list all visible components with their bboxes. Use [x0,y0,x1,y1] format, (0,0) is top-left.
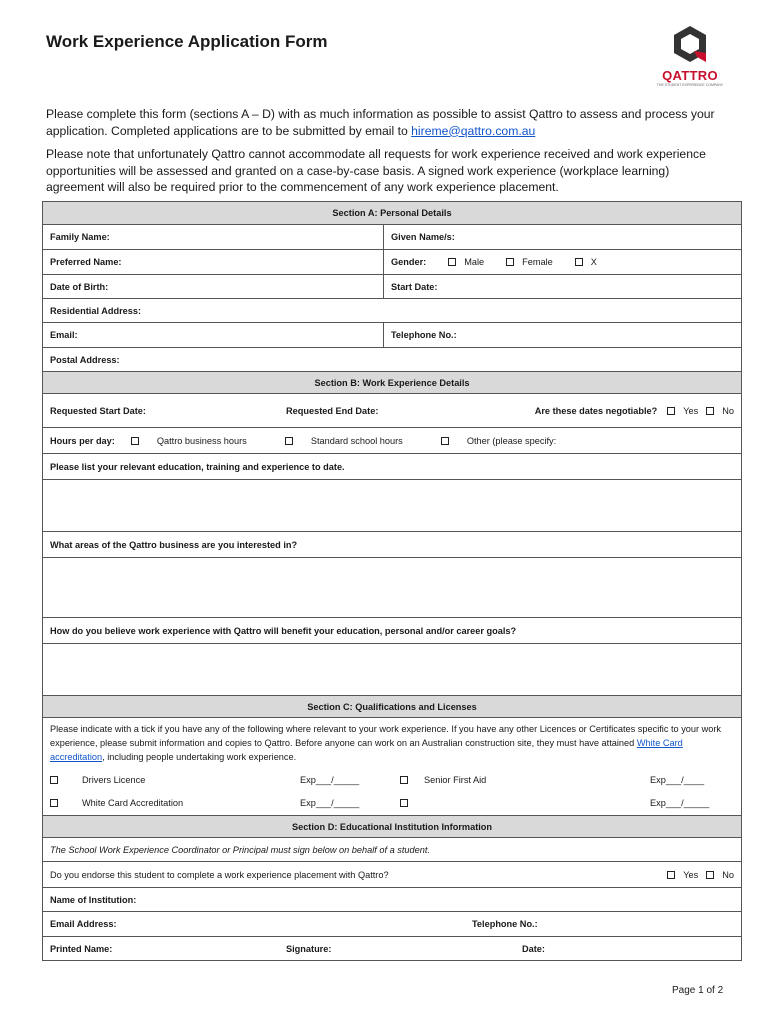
logo-text: QATTRO [662,68,718,83]
first-aid-checkbox[interactable] [400,776,408,784]
areas-question: What areas of the Qattro business are you interested in? [50,539,298,550]
printed-name-field[interactable]: Printed Name: [50,943,113,954]
intro-paragraph-2: Please note that unfortunately Qattro cannot accommodate all requests for work experience received and work experience opportunities will be assessed and granted on a case-by-case basis. A signed work experience (workplace learning) agreement will also be required prior to the commencement of any work experience placement. [46,147,706,195]
section-d-header: Section D: Educational Institution Information [43,816,741,837]
hours-other-label: Other (please specify: [466,435,557,446]
negotiable-no-label: No [722,405,734,416]
drivers-licence-checkbox[interactable] [50,776,58,784]
residential-address-field[interactable]: Residential Address: [50,305,142,316]
instructions-text-1: Please indicate with a tick if you have any of the following where relevant to your work experience. If you have any other Licences or Certificates specific to your work experience, please submit information and copies to Qattro. Before anyone can work on an Australian construction site, they must have attained [50,724,722,748]
date-field[interactable]: Date: [522,943,545,954]
intro-text-1: Please complete this form (sections A – D) with as much information as possible to assist Qattro to assess and process your application. Completed applications are to be submitted by email to [46,107,715,138]
logo-tagline: THE STUDENT EXPERIENCE COMPANY [656,83,724,87]
negotiable-yes-label: Yes [683,405,699,416]
institution-name-field[interactable]: Name of Institution: [50,894,137,905]
first-aid-item [393,768,643,791]
drivers-licence-label: Drivers Licence [82,774,146,785]
endorse-no-checkbox[interactable] [706,871,714,879]
areas-answer-area[interactable] [43,558,741,617]
endorse-options [651,862,741,887]
endorse-question: Do you endorse this student to complete a work experience placement with Qattro? [50,869,389,880]
gender-female-label: Female [522,257,553,267]
white-card-link[interactable]: White Card accreditation [50,738,683,762]
endorse-yes-checkbox[interactable] [667,871,675,879]
negotiable-no-checkbox[interactable] [706,407,714,415]
given-names-field[interactable]: Given Name/s: [383,225,741,249]
submission-email-link[interactable]: hireme@qattro.com.au [411,123,536,138]
section-a-header: Section A: Personal Details [43,202,741,224]
intro-paragraph-1 [46,106,726,139]
qattro-logo [650,24,730,94]
white-card-checkbox[interactable] [50,799,58,807]
education-question: Please list your relevant education, training and experience to date. [50,461,345,472]
dob-field[interactable]: Date of Birth: [50,281,109,292]
section-b-header: Section B: Work Experience Details [43,372,741,393]
gender-x-checkbox[interactable] [575,258,583,266]
endorse-yes-label: Yes [683,869,699,880]
first-aid-label: Senior First Aid [424,774,487,785]
gender-x-label: X [590,257,597,267]
requested-end-date-field[interactable]: Requested End Date: [286,405,379,416]
other-qualification-checkbox[interactable] [400,799,408,807]
negotiable-yes-checkbox[interactable] [667,407,675,415]
postal-address-field[interactable]: Postal Address: [50,354,120,365]
qattro-logo-mark-icon [650,24,730,68]
other-qualification-item [393,791,643,815]
education-answer-area[interactable] [43,480,741,531]
hours-school-checkbox[interactable] [285,437,293,445]
gender-female-checkbox[interactable] [506,258,514,266]
page-number: Page 1 of 2 [672,985,724,996]
drivers-licence-expiry[interactable]: Exp___/_____ [300,774,360,785]
hours-school-label: Standard school hours [310,435,403,446]
family-name-field[interactable]: Family Name: [50,232,110,242]
white-card-expiry[interactable]: Exp___/_____ [300,798,360,808]
hours-per-day-field [43,428,741,453]
white-card-label: White Card Accreditation [82,798,184,808]
benefit-question: How do you believe work experience with Qattro will benefit your education, personal and/or career goals? [50,625,517,636]
application-form [42,201,742,961]
section-c-header: Section C: Qualifications and Licenses [43,696,741,717]
other-qualification-expiry[interactable]: Exp___/_____ [650,798,710,808]
dates-negotiable-field [509,394,741,427]
institution-email-field[interactable]: Email Address: [50,919,117,929]
negotiable-label: Are these dates negotiable? [534,405,658,416]
hours-qattro-checkbox[interactable] [131,437,139,445]
instructions-text-2: , including people undertaking work experience. [102,752,297,762]
hours-other-checkbox[interactable] [441,437,449,445]
gender-male-label: Male [464,257,485,267]
gender-male-checkbox[interactable] [448,258,456,266]
signature-field[interactable]: Signature: [286,943,332,954]
institution-telephone-field[interactable]: Telephone No.: [472,919,538,929]
preferred-name-field[interactable]: Preferred Name: [50,257,122,267]
benefit-answer-area[interactable] [43,644,741,695]
drivers-licence-item [43,768,293,791]
gender-label: Gender: [391,257,427,267]
email-field[interactable]: Email: [50,330,78,340]
signature-note: The School Work Experience Coordinator or Principal must sign below on behalf of a student. [50,844,430,855]
start-date-field[interactable]: Start Date: [383,275,741,298]
gender-field [383,250,741,274]
telephone-field[interactable]: Telephone No.: [383,323,741,347]
hours-per-day-label: Hours per day: [50,435,115,446]
qualifications-instructions [43,718,741,768]
page-title: Work Experience Application Form [46,32,328,51]
endorse-no-label: No [722,869,734,880]
requested-start-date-field[interactable]: Requested Start Date: [50,405,146,416]
hours-qattro-label: Qattro business hours [156,435,247,446]
white-card-item [43,791,293,815]
first-aid-expiry[interactable]: Exp___/____ [650,774,705,785]
